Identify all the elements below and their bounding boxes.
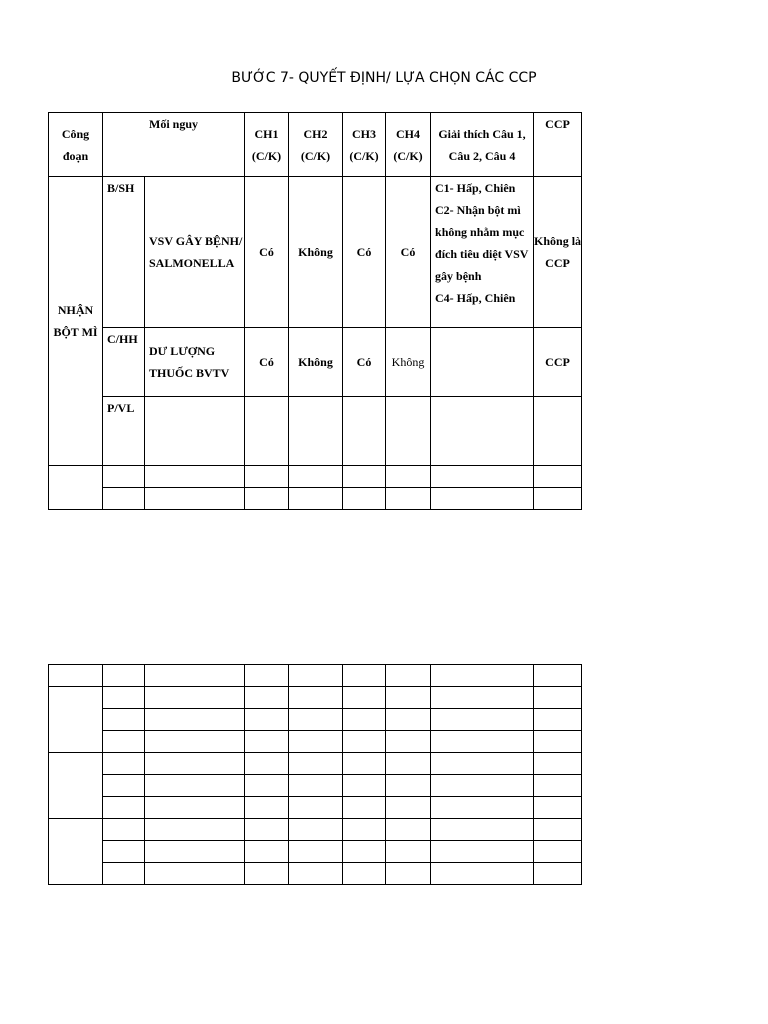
table-row [49,819,582,841]
ch4-value: Có [386,177,431,328]
empty-cell [289,819,343,841]
empty-cell [145,819,245,841]
hazard-name: VSV GÂY BỆNH/ SALMONELLA [145,177,245,328]
empty-cell [431,466,534,488]
empty-grid-table [48,664,582,885]
empty-cell [431,488,534,510]
header-moi-nguy: Mối nguy [103,113,245,177]
table-row [49,687,582,709]
empty-cell [534,488,582,510]
empty-cell [343,819,386,841]
empty-cell [289,709,343,731]
empty-cell [49,466,103,510]
empty-cell [145,753,245,775]
empty-cell [103,466,145,488]
empty-cell [245,753,289,775]
header-cong-doan: Công đoạn [49,113,103,177]
empty-cell [49,665,103,687]
empty-cell [289,466,343,488]
empty-cell [245,488,289,510]
header-ch3: CH3 (C/K) [343,113,386,177]
ch4-value [386,397,431,466]
step-cell: NHẬN BỘT MÌ [49,177,103,466]
empty-cell [343,731,386,753]
empty-cell [103,841,145,863]
empty-cell [145,797,245,819]
empty-cell [386,466,431,488]
ccp-decision-table [48,112,582,510]
header-ch2: CH2 (C/K) [289,113,343,177]
explanation-line: C2- Nhận bột mì không nhằm mục đích tiêu diệt VSV gây bệnh [435,203,529,283]
explanation-line: C1- Hấp, Chiên [435,181,516,195]
empty-cell [145,687,245,709]
empty-cell [289,488,343,510]
empty-cell [49,687,103,753]
empty-cell [534,797,582,819]
empty-cell [534,665,582,687]
ch1-value: Có [245,328,289,397]
explanation-line: C4- Hấp, Chiên [435,291,516,305]
ch2-value [289,397,343,466]
ch3-value [343,397,386,466]
empty-cell [534,775,582,797]
ch1-value: Có [245,177,289,328]
empty-cell [386,775,431,797]
empty-cell [145,665,245,687]
empty-cell [343,488,386,510]
empty-cell [145,841,245,863]
ch2-value: Không [289,177,343,328]
empty-cell [343,665,386,687]
empty-cell [145,731,245,753]
table-row [49,841,582,863]
empty-cell [145,466,245,488]
empty-cell [534,819,582,841]
empty-cell [534,863,582,885]
empty-cell [289,753,343,775]
empty-cell [343,863,386,885]
empty-cell [245,775,289,797]
explanation-cell [431,328,534,397]
empty-cell [343,797,386,819]
hazard-name [145,397,245,466]
ch3-value: Có [343,328,386,397]
hazard-name: DƯ LƯỢNG THUỐC BVTV [145,328,245,397]
empty-cell [386,665,431,687]
table-row [49,731,582,753]
page-title: BƯỚC 7- QUYẾT ĐỊNH/ LỰA CHỌN CÁC CCP [231,70,537,86]
hazard-type: C/HH [103,328,145,397]
empty-cell [103,665,145,687]
empty-cell [431,797,534,819]
empty-cell [49,819,103,885]
empty-cell [343,687,386,709]
empty-cell [343,753,386,775]
empty-cell [534,753,582,775]
empty-cell [534,709,582,731]
empty-cell [289,731,343,753]
empty-cell [289,687,343,709]
empty-cell [386,709,431,731]
empty-cell [289,797,343,819]
table-row [49,775,582,797]
empty-cell [289,665,343,687]
empty-cell [431,819,534,841]
empty-cell [289,841,343,863]
table-row [49,797,582,819]
empty-cell [386,731,431,753]
header-giai-thich: Giải thích Câu 1, Câu 2, Câu 4 [431,113,534,177]
explanation-cell [431,397,534,466]
empty-cell [534,466,582,488]
ccp-value [534,397,582,466]
empty-cell [431,687,534,709]
empty-cell [103,687,145,709]
header-ch4: CH4 (C/K) [386,113,431,177]
empty-cell [145,709,245,731]
table-row [49,709,582,731]
empty-cell [245,466,289,488]
empty-cell [245,819,289,841]
header-ccp: CCP [534,113,582,177]
empty-cell [431,775,534,797]
ch4-value: Không [386,328,431,397]
empty-cell [245,797,289,819]
empty-cell [534,687,582,709]
empty-cell [386,488,431,510]
empty-cell [103,753,145,775]
empty-cell [386,863,431,885]
ccp-value: CCP [534,328,582,397]
empty-cell [431,709,534,731]
ch2-value: Không [289,328,343,397]
empty-cell [103,863,145,885]
empty-cell [245,841,289,863]
ch1-value [245,397,289,466]
empty-cell [245,665,289,687]
empty-cell [103,775,145,797]
empty-cell [534,841,582,863]
empty-cell [386,753,431,775]
empty-cell [343,775,386,797]
explanation-cell [431,177,534,328]
ch3-value: Có [343,177,386,328]
empty-cell [103,488,145,510]
table-row [49,665,582,687]
empty-cell [343,466,386,488]
empty-cell [245,731,289,753]
empty-cell [289,775,343,797]
empty-cell [103,797,145,819]
empty-cell [386,841,431,863]
empty-cell [145,863,245,885]
empty-cell [103,709,145,731]
empty-cell [431,863,534,885]
empty-cell [245,687,289,709]
empty-cell [343,709,386,731]
empty-cell [386,797,431,819]
empty-cell [245,709,289,731]
empty-cell [343,841,386,863]
empty-cell [431,753,534,775]
empty-cell [386,819,431,841]
empty-cell [103,731,145,753]
table-row [49,863,582,885]
table-row [49,753,582,775]
empty-cell [145,775,245,797]
ccp-value: Không là CCP [534,177,582,328]
empty-cell [49,753,103,819]
hazard-type: B/SH [103,177,145,328]
empty-cell [103,819,145,841]
empty-cell [534,731,582,753]
empty-cell [145,488,245,510]
empty-cell [289,863,343,885]
empty-cell [431,665,534,687]
empty-cell [431,841,534,863]
empty-cell [386,687,431,709]
empty-cell [245,863,289,885]
hazard-type: P/VL [103,397,145,466]
header-ch1: CH1 (C/K) [245,113,289,177]
empty-cell [431,731,534,753]
